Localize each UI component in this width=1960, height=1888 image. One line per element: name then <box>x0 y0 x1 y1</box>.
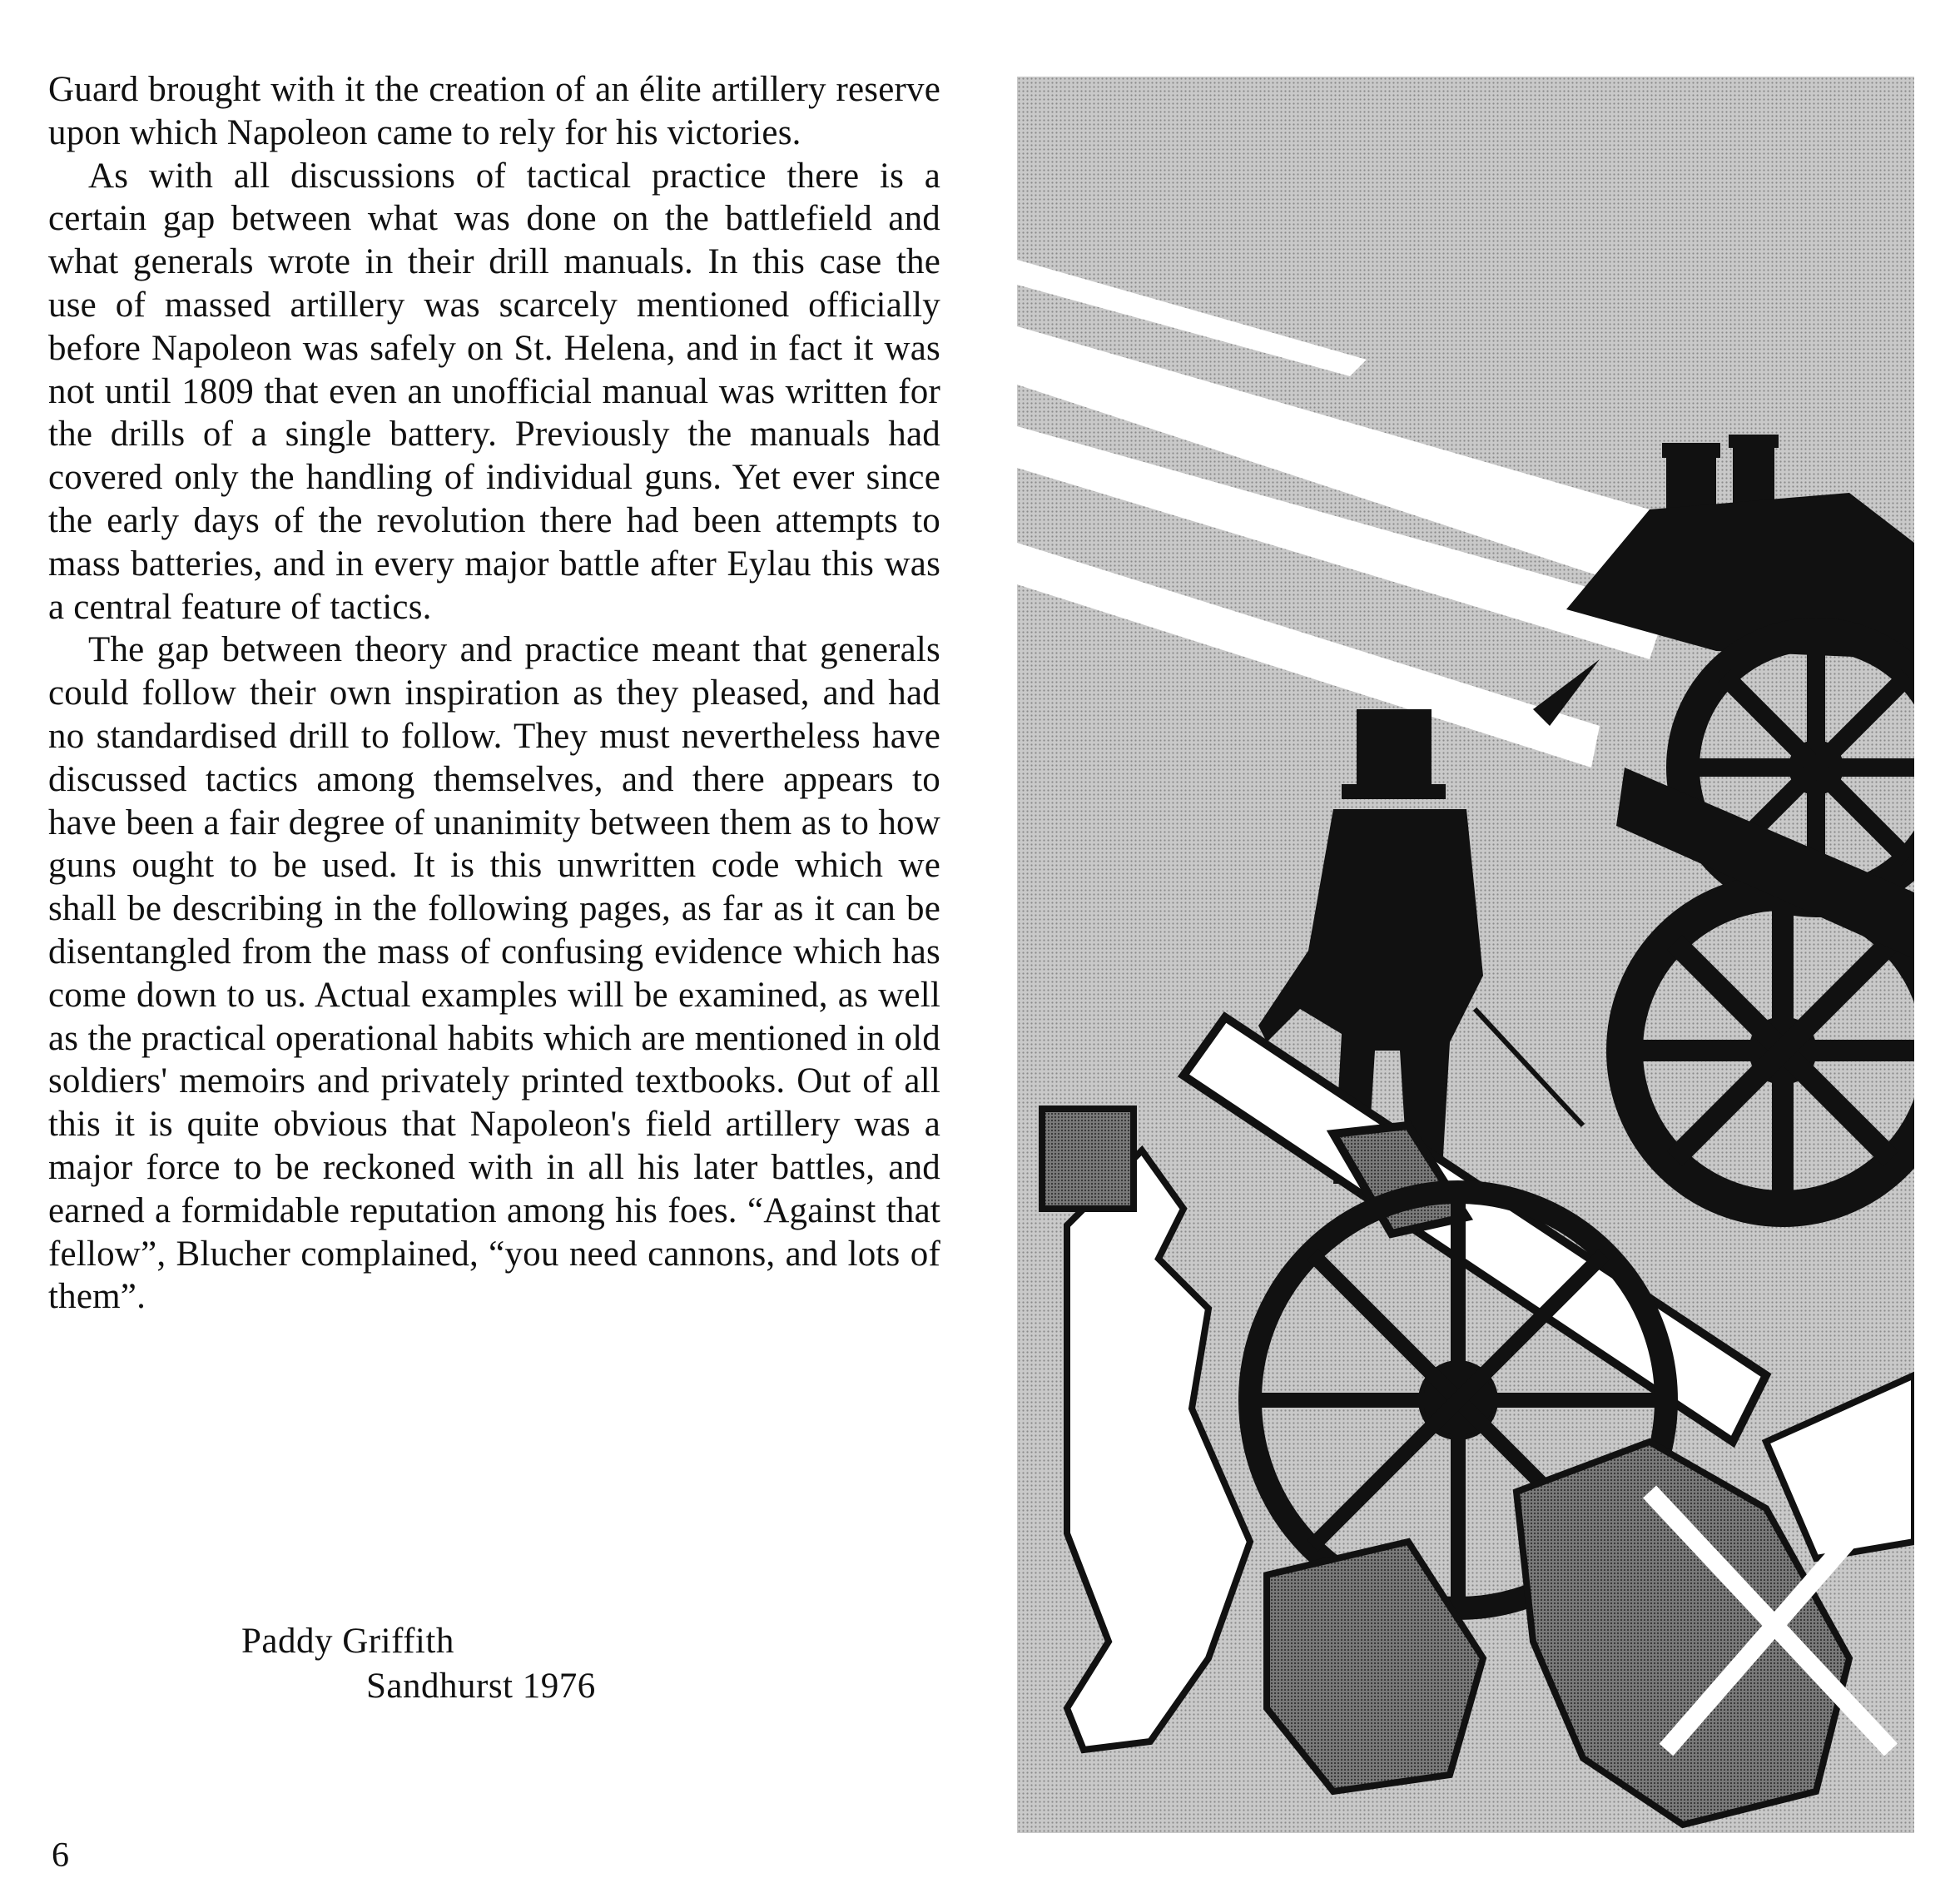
author-name: Paddy Griffith <box>241 1622 454 1661</box>
artillery-illustration <box>1017 77 1914 1833</box>
page-number: 6 <box>52 1836 69 1875</box>
napoleonic-artillery-crew-illustration <box>1017 77 1914 1833</box>
paragraph-1: Guard brought with it the creation of an élite artillery reserve upon which Napoleon came to rely for his victories. <box>48 70 940 152</box>
paragraph-2: As with all discussions of tactical practice there is a certain gap between what was done on the battlefield and what generals wrote in their drill manuals. In this case the use of massed artillery was scarcely mentioned officially before Napoleon was safely on St. Helena, and in fact it was not until 1809 that even an unofficial manual was written for the drills of a single battery. Previously the manuals had covered only the handling of individual guns. Yet ever since the early days of the revolution there had been attempts to mass batteries, and in every major battle after Eylau this was a central feature of tactics. <box>48 156 940 627</box>
body-text <box>48 68 940 1319</box>
author-signature <box>241 1619 596 1709</box>
author-place-year: Sandhurst 1976 <box>366 1667 596 1706</box>
paragraph-3: The gap between theory and practice meant that generals could follow their own inspiration as they pleased, and had no standardised drill to follow. They must nevertheless have discussed tactics among themselves, and there appears to have been a fair degree of unanimity between them as to how guns ought to be used. It is this unwritten code which we shall be describing in the following pages, as far as it can be disentangled from the mass of confusing evidence which has come down to us. Actual examples will be examined, as well as the practical operational habits which are mentioned in old soldiers' memoirs and privately printed textbooks. Out of all this it is quite obvious that Napoleon's field artillery was a major force to be reckoned with in all his later battles, and earned a formidable reputation among his foes. “Against that fellow”, Blucher complained, “you need cannons, and lots of them”. <box>48 630 940 1317</box>
